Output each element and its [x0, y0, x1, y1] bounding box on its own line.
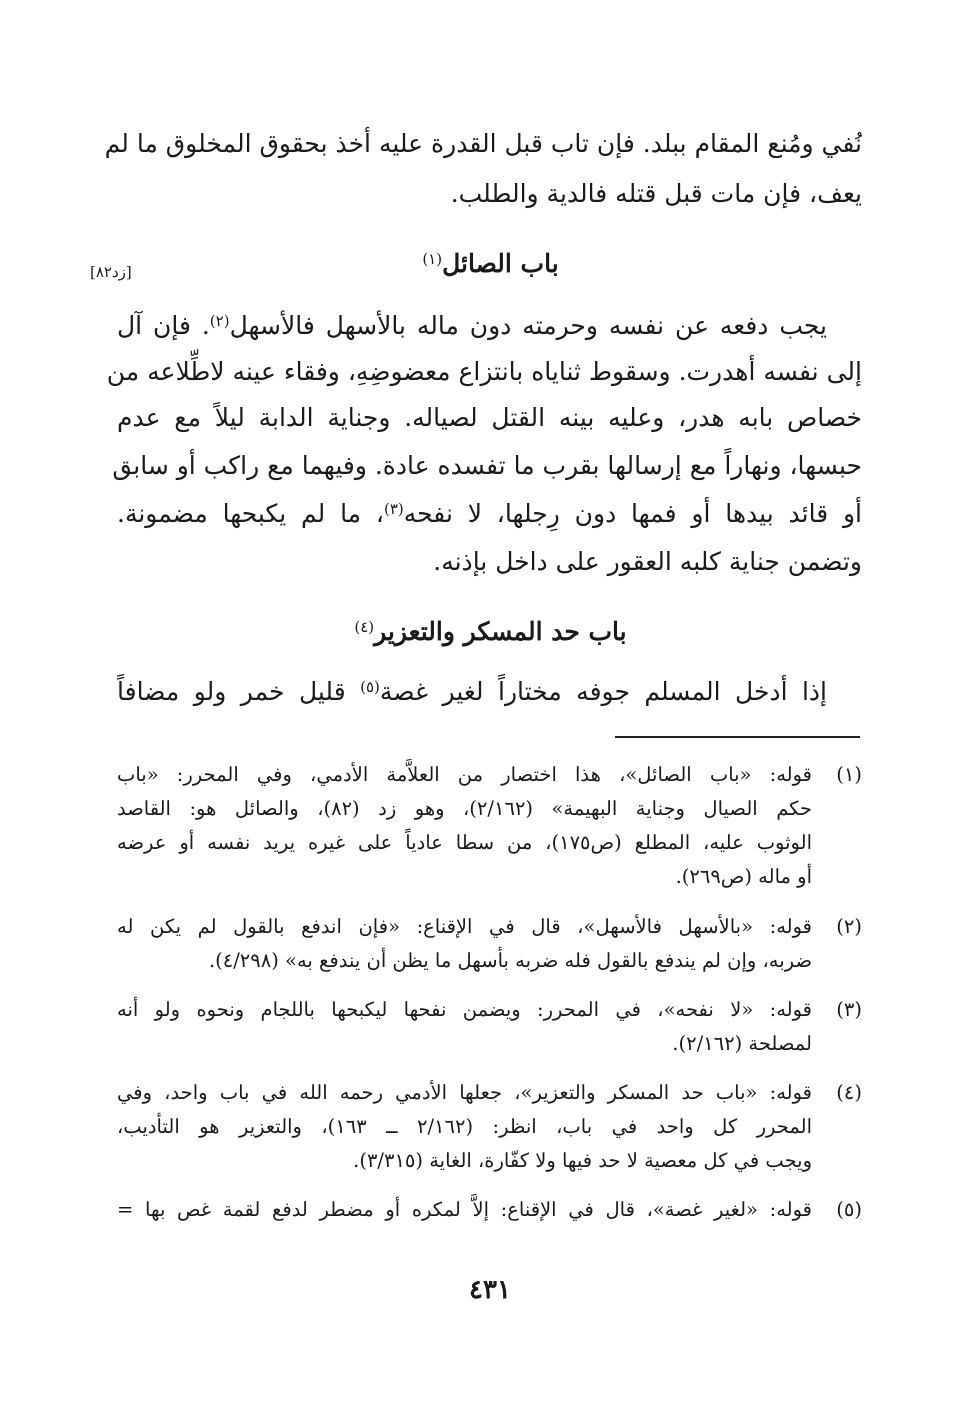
footnote-line: أو ماله (ص٢٦٩). [675, 865, 812, 888]
body-line [117, 670, 862, 714]
body-line: وتضمن جناية كلبه العقور على داخل بإذنه. [433, 547, 862, 576]
footnote-separator [615, 736, 860, 738]
footnote-line: لمصلحة (٢/١٦٢). [672, 1032, 812, 1055]
section-heading-sael [118, 244, 863, 284]
footnote-line: المحرر كل واحد في باب، انظر: (٢/١٦٢ ــ ١٦٣)، والتعزير هو التأديب، [117, 1115, 812, 1138]
footnote-line: قوله: «بالأسهل فالأسهل»، قال في الإقناع: «فإن اندفع بالقول لم يكن له [117, 915, 812, 938]
footnote-ref: (٤) [354, 618, 375, 636]
body-line: خصاص بابه هدر، وعليه بينه القتل لصياله. وجناية الدابة ليلاً مع عدم [117, 403, 862, 432]
footnote-number: (٣) [836, 998, 862, 1021]
body-line: حبسها، ونهاراً مع إرسالها بقرب ما تفسده عادة. وفيهما مع راكب أو سابق [112, 451, 862, 480]
line-text-tail: . فإن آل [117, 311, 210, 340]
line-text: إذا أدخل المسلم جوفه مختاراً لغير غصة [379, 677, 827, 706]
body-line: يعف، فإن مات قبل قتله فالدية والطلب. [450, 179, 862, 208]
footnote-line: قوله: «لغير غصة»، قال في الإقناع: إلاَّ لمكره أو مضطر لدفع لقمة غص بها = [117, 1198, 812, 1221]
section-heading-hadd [118, 612, 863, 652]
footnote-number: (٢) [836, 915, 862, 938]
line-text-tail: ، ما لم يكبحها مضمونة. [117, 499, 384, 528]
body-line [117, 492, 862, 536]
footnote-number: (١) [836, 763, 862, 786]
heading-text: باب الصائل [442, 249, 559, 278]
footnote-line: الوثوب عليه، المطلع (ص١٧٥)، من سطا عادياً على غيره يريد نفسه أو عرضه [117, 831, 812, 854]
footnote-ref: (٥) [360, 678, 380, 696]
line-text: يجب دفعه عن نفسه وحرمته دون ماله بالأسهل فالأسهل [229, 311, 827, 340]
line-text-tail: قليل خمر ولو مضافاً [117, 677, 361, 706]
footnote-line: ضربه، وإن لم يندفع بالقول فله ضربه بأسهل ما يظن أن يندفع به» (٤/٢٩٨). [208, 949, 812, 972]
footnote-line: قوله: «لا نفحه»، في المحرر: ويضمن نفحها ليكبحها باللجام ونحوه ولو أنه [117, 998, 812, 1021]
footnote-number: (٥) [836, 1198, 862, 1221]
footnote-ref: (١) [422, 250, 443, 268]
footnote-line: قوله: «باب حد المسكر والتعزير»، جعلها الأدمي رحمه الله في باب واحد، وفي [117, 1081, 812, 1104]
line-text: أو قائد بيدها أو فمها دون رِجلها، لا نفحه [403, 499, 862, 528]
heading-text: باب حد المسكر والتعزير [374, 617, 627, 646]
body-line: نُفي ومُنع المقام ببلد. فإن تاب قبل القدرة عليه أخذ بحقوق المخلوق ما لم [104, 129, 862, 158]
footnote-line: حكم الصيال وجناية البهيمة» (٢/١٦٢)، وهو زد (٨٢)، والصائل هو: القاصد [117, 797, 812, 820]
body-line: إلى نفسه أهدرت. وسقوط ثناياه بانتزاع معضوضِهِ، وفقاء عينه لاطِّلاعه من [106, 357, 862, 386]
margin-reference: [زد٨٢] [90, 263, 132, 281]
page-number: ٤٣١ [469, 1275, 511, 1305]
footnote-number: (٤) [836, 1081, 862, 1104]
footnote-ref: (٣) [383, 500, 404, 518]
footnote-line: ويجب في كل معصية لا حد فيها ولا كفّارة، الغاية (٣/٣١٥). [353, 1149, 812, 1172]
footnote-line: قوله: «باب الصائل»، هذا اختصار من العلاَّمة الأدمي، وفي المحرر: «باب [117, 763, 812, 786]
body-line [117, 304, 862, 348]
footnote-ref: (٢) [209, 312, 230, 330]
